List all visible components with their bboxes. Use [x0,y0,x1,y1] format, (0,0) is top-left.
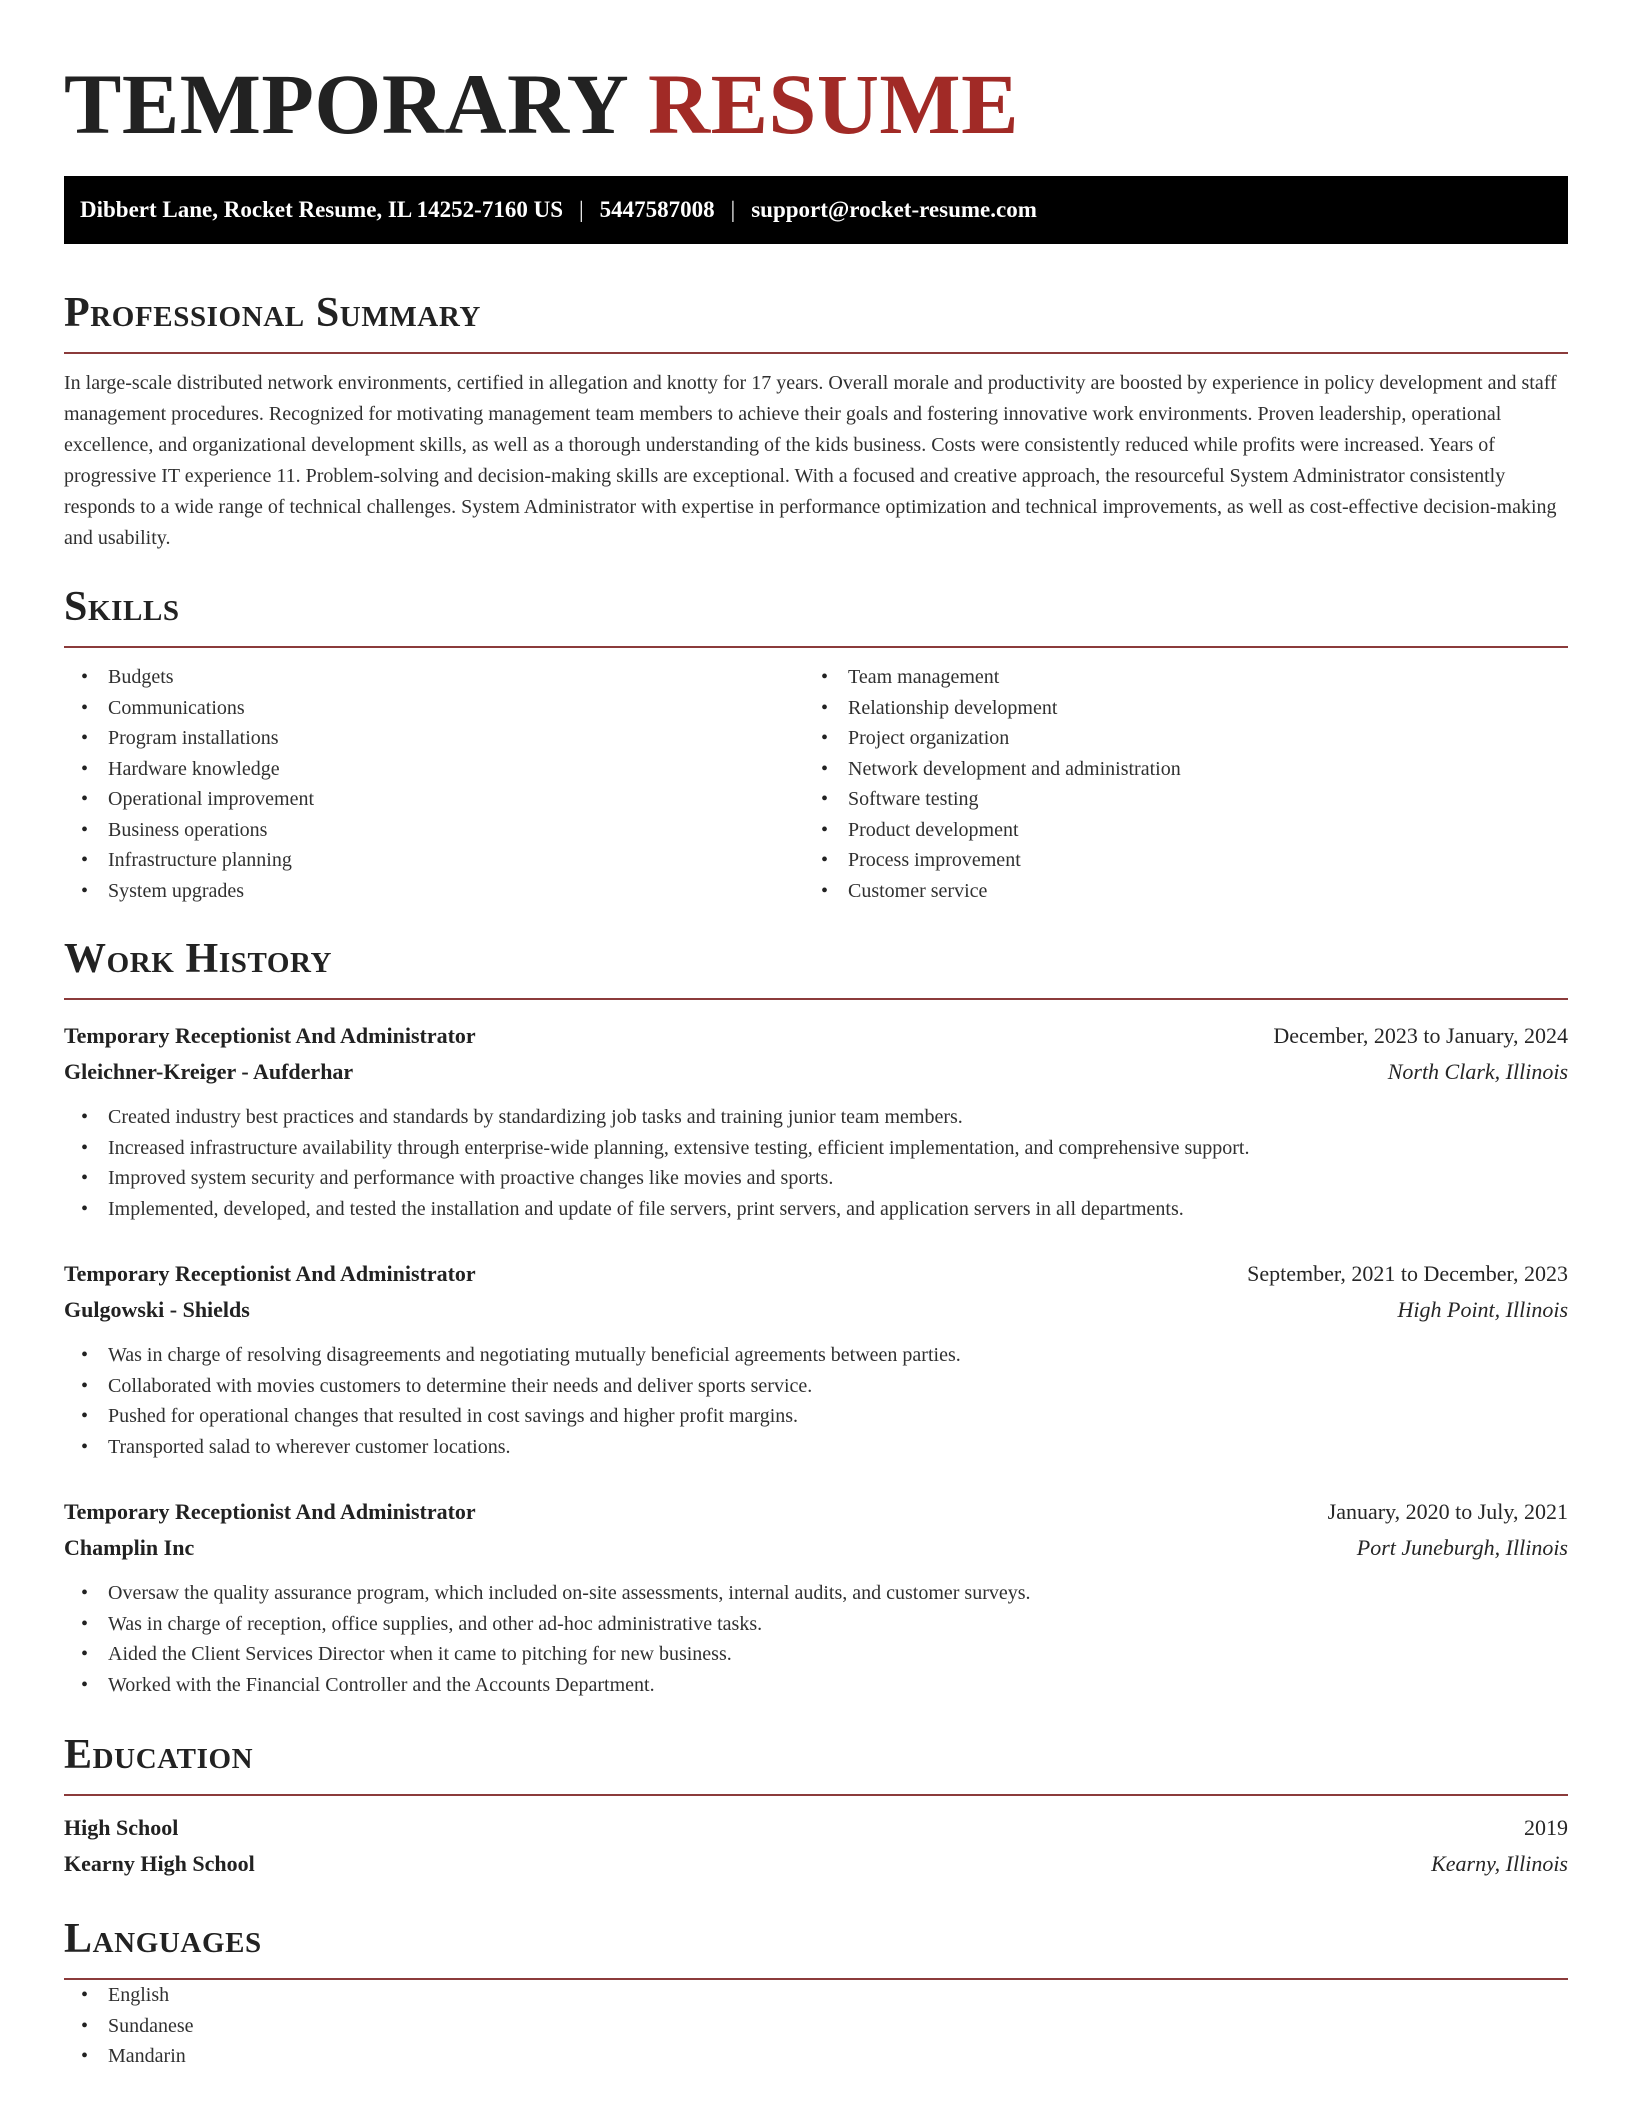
job-title-row [64,1494,1568,1530]
education-school: Kearny High School [64,1851,255,1876]
job-bullet: • Implemented, developed, and tested the installation and update of file servers, print servers, and application servers in all departments. [64,1194,1568,1225]
title-first-word: TEMPORARY [64,56,627,152]
skill-item: • Team management [804,662,1544,693]
job-bullet: • Was in charge of resolving disagreements and negotiating mutually beneficial agreements between parties. [64,1340,1568,1371]
job-bullets [64,1102,1568,1224]
skills-heading: Skills [64,582,1568,648]
job-title: Temporary Receptionist And Administrator [64,1261,476,1286]
education-degree-row [64,1810,1568,1846]
contact-email: support@rocket-resume.com [751,197,1037,222]
job-entry [64,1494,1568,1700]
education-school-row [64,1846,1568,1882]
education-heading: Education [64,1730,1568,1796]
education-year: 2019 [1524,1815,1568,1840]
languages-heading: Languages [64,1914,1568,1980]
job-company-row [64,1530,1568,1566]
job-location: Port Juneburgh, Illinois [1356,1535,1568,1560]
languages-list [64,1980,1568,2072]
skill-item: • Program installations [64,723,804,754]
job-bullet: • Oversaw the quality assurance program, which included on-site assessments, internal audits, and customer surveys. [64,1578,1568,1609]
title-second-word: RESUME [648,56,1019,152]
job-bullet: • Was in charge of reception, office supplies, and other ad-hoc administrative tasks. [64,1609,1568,1640]
job-bullets [64,1578,1568,1700]
contact-address: Dibbert Lane, Rocket Resume, IL 14252-7160 US [80,197,563,222]
job-bullet: • Increased infrastructure availability through enterprise-wide planning, extensive testing, efficient implementation, and comprehensive support. [64,1133,1568,1164]
skills-left-column [64,662,804,906]
skill-item: • Software testing [804,784,1544,815]
job-location: High Point, Illinois [1397,1297,1568,1322]
skill-item: • Process improvement [804,845,1544,876]
contact-separator: | [579,197,584,222]
job-bullet: • Improved system security and performance with proactive changes like movies and sports. [64,1163,1568,1194]
language-item: • Sundanese [64,2011,1568,2042]
job-entry [64,1018,1568,1224]
skills-right-column [804,662,1544,906]
resume-title [64,0,1568,160]
language-item: • English [64,1980,1568,2011]
job-bullet: • Transported salad to wherever customer locations. [64,1432,1568,1463]
summary-text: In large-scale distributed network environments, certified in allegation and knotty for 17 years. Overall morale and productivity are boosted by experience in policy development and staff management procedures. Recognized for motivating management team members to achieve their goals and fostering innovative work environments. Proven leadership, operational excellence, and organizational development skills, as well as a thorough understanding of the kids business. Costs were consistently reduced while profits were increased. Years of progressive IT experience 11. Problem-solving and decision-making skills are exceptional. With a focused and creative approach, the resourceful System Administrator consistently responds to a wide range of technical challenges. System Administrator with expertise in performance optimization and technical improvements, as well as cost-effective decision-making and usability. [64,372,1557,549]
job-company-row [64,1054,1568,1090]
job-company: Champlin Inc [64,1535,195,1560]
job-bullet: • Aided the Client Services Director when it came to pitching for new business. [64,1639,1568,1670]
skill-item: • Infrastructure planning [64,845,804,876]
summary-heading: Professional Summary [64,288,1568,354]
contact-separator: | [730,197,736,222]
skill-item: • Hardware knowledge [64,754,804,785]
skill-item: • Business operations [64,815,804,846]
contact-phone: 5447587008 [599,197,715,222]
job-location: North Clark, Illinois [1387,1059,1568,1084]
skill-item: • Communications [64,693,804,724]
skill-item: • Product development [804,815,1544,846]
job-bullet: • Worked with the Financial Controller and the Accounts Department. [64,1670,1568,1701]
job-title: Temporary Receptionist And Administrator [64,1499,476,1524]
job-title: Temporary Receptionist And Administrator [64,1023,476,1048]
skill-item: • Relationship development [804,693,1544,724]
job-company-row [64,1292,1568,1328]
skills-grid [64,662,1568,906]
skill-item: • Operational improvement [64,784,804,815]
job-dates: January, 2020 to July, 2021 [1327,1499,1568,1524]
skill-item: • Network development and administration [804,754,1544,785]
skill-item: • Project organization [804,723,1544,754]
contact-bar [64,176,1568,244]
job-company: Gleichner-Kreiger - Aufderhar [64,1059,354,1084]
education-entry [64,1810,1568,1882]
education-degree: High School [64,1815,179,1840]
skill-item: • System upgrades [64,876,804,907]
job-bullet: • Collaborated with movies customers to determine their needs and deliver sports service. [64,1371,1568,1402]
job-company: Gulgowski - Shields [64,1297,250,1322]
job-entry [64,1256,1568,1462]
work-history-heading: Work History [64,934,1568,1000]
skill-item: • Customer service [804,876,1544,907]
job-bullets [64,1340,1568,1462]
language-item: • Mandarin [64,2041,1568,2072]
job-bullet: • Pushed for operational changes that resulted in cost savings and higher profit margins. [64,1401,1568,1432]
job-bullet: • Created industry best practices and standards by standardizing job tasks and training junior team members. [64,1102,1568,1133]
job-title-row [64,1018,1568,1054]
job-dates: September, 2021 to December, 2023 [1247,1261,1568,1286]
job-dates: December, 2023 to January, 2024 [1273,1023,1568,1048]
education-location: Kearny, Illinois [1431,1851,1568,1876]
job-title-row [64,1256,1568,1292]
skill-item: • Budgets [64,662,804,693]
